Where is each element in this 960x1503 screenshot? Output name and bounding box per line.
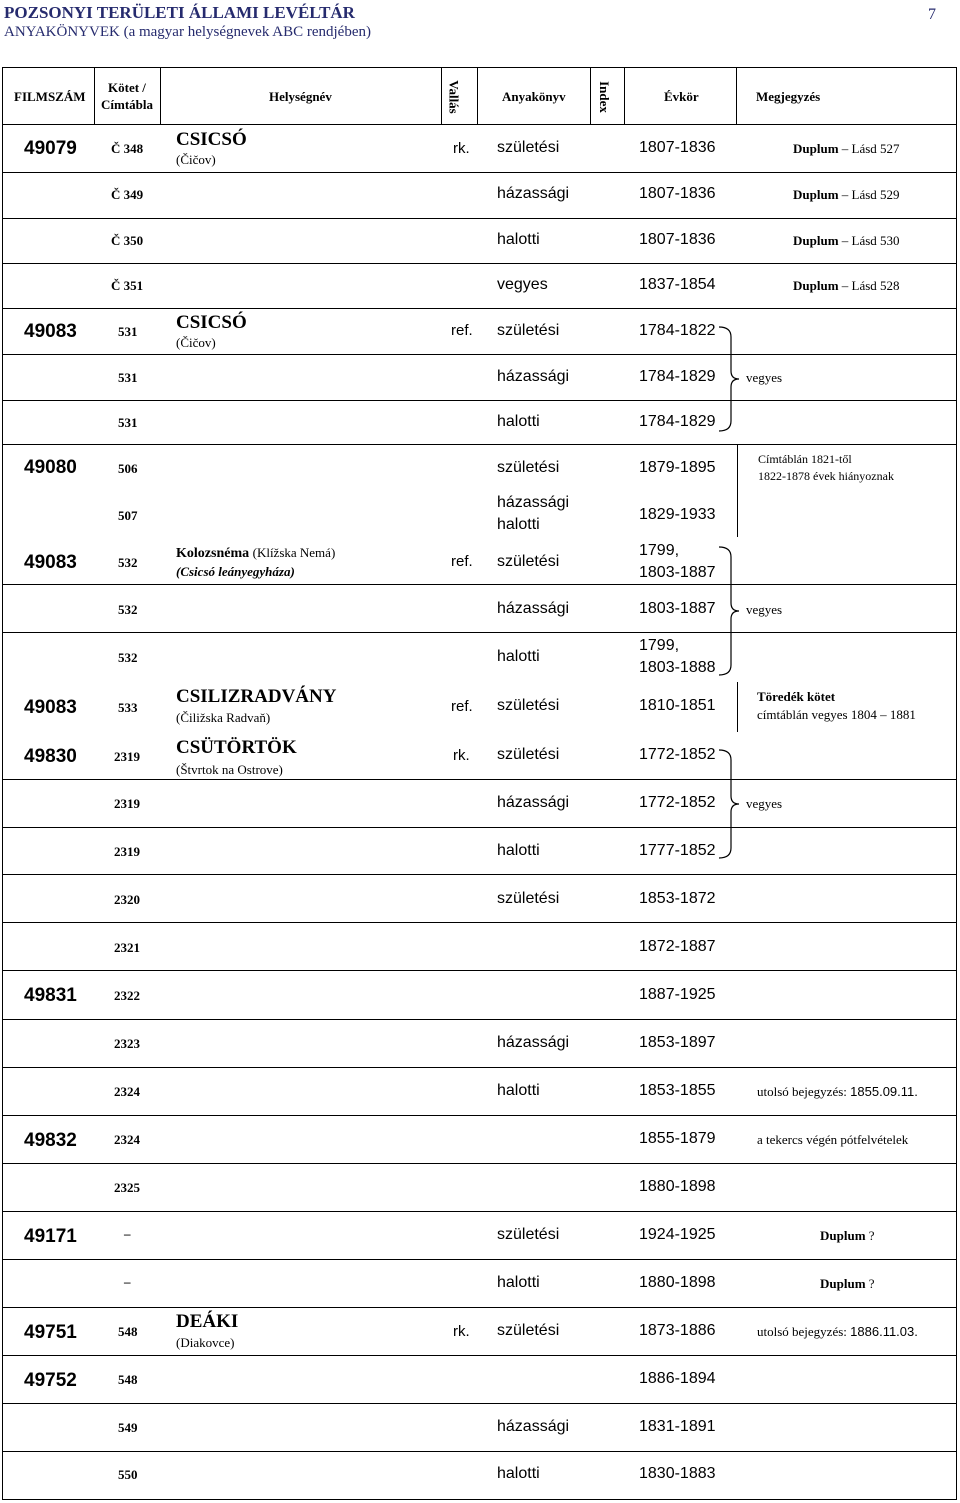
register-type: házassági <box>497 1034 570 1051</box>
year-range: 1831-1891 <box>639 1418 716 1435</box>
religion: rk. <box>453 747 470 764</box>
place-name: CSILIZRADVÁNY <box>176 686 337 707</box>
year-range: 1880-1898 <box>639 1274 716 1291</box>
year-range: 1807-1836 <box>639 231 716 248</box>
row-divider <box>2 444 957 445</box>
page-number: 7 <box>928 6 936 23</box>
register-type: születési <box>497 322 560 339</box>
remark: utolsó bejegyzés: 1855.09.11. <box>757 1084 918 1099</box>
film-number: 49171 <box>24 1226 77 1247</box>
row-divider <box>2 124 957 125</box>
row-divider <box>2 1403 957 1404</box>
row-divider <box>2 1307 957 1308</box>
parent-parish: (Csicsó leányegyháza) <box>176 564 295 579</box>
place-name: CSICSÓ <box>176 312 247 333</box>
volume-number: 2321 <box>114 940 140 955</box>
volume-number: 2319 <box>114 844 140 859</box>
col-divider <box>477 67 478 124</box>
volume-number: 532 <box>118 650 138 665</box>
row-divider <box>2 779 957 780</box>
year-range: 1799, <box>639 637 680 654</box>
register-type: házassági <box>497 368 570 385</box>
film-number: 49831 <box>24 985 77 1006</box>
row-divider <box>2 1451 957 1452</box>
row-divider <box>2 172 957 173</box>
col-header-megjegyzes: Megjegyzés <box>756 89 821 104</box>
row-divider <box>2 922 957 923</box>
register-type: születési <box>497 1322 560 1339</box>
row-divider <box>2 584 957 585</box>
register-type: halotti <box>497 1465 540 1482</box>
row-divider <box>2 400 957 401</box>
year-range: 1853-1855 <box>639 1082 716 1099</box>
row-divider <box>2 354 957 355</box>
place-name: DEÁKI <box>176 1311 239 1332</box>
page-subtitle: ANYAKÖNYVEK (a magyar helységnevek ABC rendjében) <box>4 24 371 40</box>
col-header-filmszam: FILMSZÁM <box>14 89 86 104</box>
volume-number: Č 348 <box>111 141 144 156</box>
year-range: 1772-1852 <box>639 746 716 763</box>
religion: rk. <box>453 1323 470 1340</box>
register-type: házassági <box>497 494 570 511</box>
register-type: halotti <box>497 516 540 533</box>
remark: Duplum – Lásd 529 <box>793 187 900 202</box>
row-divider <box>2 1355 957 1356</box>
place-name-slovak: (Štvrtok na Ostrove) <box>176 762 283 777</box>
film-number: 49751 <box>24 1322 77 1343</box>
place-name-slovak: (Čiližska Radvaň) <box>176 710 271 725</box>
remark: vegyes <box>746 370 783 385</box>
col-header-evkor: Évkör <box>664 89 699 104</box>
register-type: születési <box>497 459 560 476</box>
volume-number: 548 <box>118 1324 138 1339</box>
row-divider <box>2 1019 957 1020</box>
register-type: halotti <box>497 648 540 665</box>
col-divider <box>736 67 737 124</box>
row-divider <box>2 1163 957 1164</box>
volume-number: 548 <box>118 1372 138 1387</box>
film-number: 49079 <box>24 138 77 159</box>
place-name-slovak: (Čičov) <box>176 335 216 350</box>
place-name: CSÜTÖRTÖK <box>176 737 297 758</box>
place-name: CSICSÓ <box>176 129 247 150</box>
register-type: halotti <box>497 842 540 859</box>
brace-icon <box>717 545 747 677</box>
remark: 1822-1878 évek hiányoznak <box>758 469 894 483</box>
register-type: születési <box>497 697 560 714</box>
volume-number: 531 <box>118 324 138 339</box>
year-range: 1810-1851 <box>639 697 716 714</box>
col-header-index: Index <box>596 81 612 113</box>
film-number: 49083 <box>24 552 77 573</box>
year-range: 1803-1887 <box>639 600 716 617</box>
archive-title: POZSONYI TERÜLETI ÁLLAMI LEVÉLTÁR <box>4 3 355 22</box>
note-divider <box>737 444 738 537</box>
volume-number: 532 <box>118 555 138 570</box>
register-type: születési <box>497 1226 560 1243</box>
row-divider <box>2 970 957 971</box>
register-type: házassági <box>497 600 570 617</box>
col-divider <box>441 67 442 124</box>
col-header-helysegnev: Helységnév <box>269 89 332 104</box>
religion: ref. <box>451 553 473 570</box>
register-type: születési <box>497 890 560 907</box>
volume-number: 2325 <box>114 1180 140 1195</box>
volume-number: 2323 <box>114 1036 140 1051</box>
religion: ref. <box>451 322 473 339</box>
register-type: halotti <box>497 1082 540 1099</box>
register-type: születési <box>497 139 560 156</box>
row-divider <box>2 632 957 633</box>
volume-number: 507 <box>118 508 138 523</box>
row-divider <box>2 874 957 875</box>
year-range: 1853-1897 <box>639 1034 716 1051</box>
remark: Duplum ? <box>820 1228 875 1243</box>
row-divider <box>2 263 957 264</box>
row-divider <box>2 1211 957 1212</box>
volume-number: Č 350 <box>111 233 144 248</box>
volume-number: 550 <box>118 1467 138 1482</box>
year-range: 1784-1822 <box>639 322 716 339</box>
year-range: 1873-1886 <box>639 1322 716 1339</box>
year-range: 1924-1925 <box>639 1226 716 1243</box>
brace-icon <box>717 748 747 860</box>
year-range: 1807-1836 <box>639 185 716 202</box>
register-type: házassági <box>497 185 570 202</box>
film-number: 49830 <box>24 746 77 767</box>
year-range: 1886-1894 <box>639 1370 716 1387</box>
remark: a tekercs végén pótfelvételek <box>757 1132 909 1147</box>
col-header-anyakonyv: Anyakönyv <box>502 89 566 104</box>
year-range: 1784-1829 <box>639 413 716 430</box>
volume-number: 506 <box>118 461 138 476</box>
note-divider <box>737 682 738 732</box>
year-range: 1829-1933 <box>639 506 716 523</box>
volume-number: 2324 <box>114 1132 140 1147</box>
year-range: 1855-1879 <box>639 1130 716 1147</box>
register-type: születési <box>497 746 560 763</box>
place-name-slovak: (Diakovce) <box>176 1335 235 1350</box>
row-divider <box>2 1067 957 1068</box>
year-range: 1879-1895 <box>639 459 716 476</box>
year-range: 1830-1883 <box>639 1465 716 1482</box>
remark: Töredék kötet <box>757 689 836 704</box>
remark: utolsó bejegyzés: 1886.11.03. <box>757 1324 918 1339</box>
film-number: 49083 <box>24 697 77 718</box>
volume-number: 2324 <box>114 1084 140 1099</box>
religion: rk. <box>453 140 470 157</box>
register-type: születési <box>497 553 560 570</box>
row-divider <box>2 308 957 309</box>
register-type: halotti <box>497 1274 540 1291</box>
col-header-vallas: Vallás <box>446 80 462 114</box>
remark: Duplum – Lásd 530 <box>793 233 900 248</box>
year-range: 1807-1836 <box>639 139 716 156</box>
year-range: 1784-1829 <box>639 368 716 385</box>
year-range: 1887-1925 <box>639 986 716 1003</box>
volume-number: Č 351 <box>111 278 144 293</box>
year-range: 1880-1898 <box>639 1178 716 1195</box>
row-divider <box>2 1259 957 1260</box>
volume-number: 531 <box>118 370 138 385</box>
row-divider <box>2 827 957 828</box>
volume-number: 2319 <box>114 749 140 764</box>
volume-number: 531 <box>118 415 138 430</box>
volume-number: 2320 <box>114 892 140 907</box>
register-type: házassági <box>497 1418 570 1435</box>
place-name: Kolozsnéma (Klížska Nemá) <box>176 545 336 561</box>
register-type: halotti <box>497 413 540 430</box>
year-range: 1777-1852 <box>639 842 716 859</box>
volume-number: 549 <box>118 1420 138 1435</box>
volume-number: – <box>124 1274 131 1289</box>
remark: Duplum – Lásd 527 <box>793 141 900 156</box>
remark: Duplum – Lásd 528 <box>793 278 900 293</box>
row-divider <box>2 218 957 219</box>
remark: Címtáblán 1821-től <box>758 452 852 466</box>
col-divider <box>94 67 95 124</box>
row-divider <box>2 1115 957 1116</box>
register-type: vegyes <box>497 276 548 293</box>
col-divider <box>160 67 161 124</box>
col-header-kotet: Kötet / <box>108 80 146 95</box>
film-number: 49083 <box>24 321 77 342</box>
film-number: 49832 <box>24 1130 77 1151</box>
year-range: 1853-1872 <box>639 890 716 907</box>
year-range: 1837-1854 <box>639 276 716 293</box>
year-range: 1803-1888 <box>639 659 716 676</box>
year-range: 1799, <box>639 542 680 559</box>
volume-number: 532 <box>118 602 138 617</box>
year-range: 1872-1887 <box>639 938 716 955</box>
volume-number: – <box>124 1226 131 1241</box>
religion: ref. <box>451 698 473 715</box>
volume-number: 2322 <box>114 988 140 1003</box>
col-header-cimtabla: Címtábla <box>101 97 153 112</box>
year-range: 1803-1887 <box>639 564 716 581</box>
film-number: 49752 <box>24 1370 77 1391</box>
year-range: 1772-1852 <box>639 794 716 811</box>
place-name-slovak: (Čičov) <box>176 152 216 167</box>
volume-number: 533 <box>118 700 138 715</box>
film-number: 49080 <box>24 457 77 478</box>
col-divider <box>590 67 591 124</box>
remark: címtáblán vegyes 1804 – 1881 <box>757 707 916 722</box>
register-type: házassági <box>497 794 570 811</box>
volume-number: 2319 <box>114 796 140 811</box>
register-type: halotti <box>497 231 540 248</box>
col-divider <box>624 67 625 124</box>
brace-icon <box>717 325 747 433</box>
remark: vegyes <box>746 602 783 617</box>
volume-number: Č 349 <box>111 187 144 202</box>
remark: vegyes <box>746 796 783 811</box>
remark: Duplum ? <box>820 1276 875 1291</box>
